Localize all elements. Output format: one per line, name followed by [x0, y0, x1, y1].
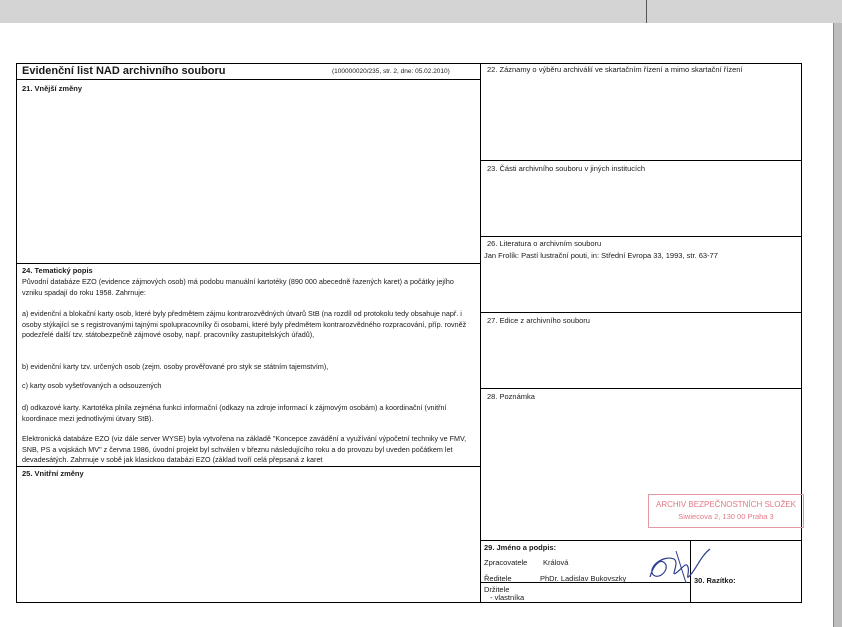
- holder-sub-label: - vlastníka: [490, 593, 525, 602]
- section-29-heading: 29. Jméno a podpis:: [484, 543, 557, 552]
- divider-23-26: [480, 236, 801, 237]
- literature-reference: Jan Frolík: Pastí lustrační pouti, in: Střední Evropa 33, 1993, str. 63-77: [484, 251, 718, 260]
- divider-27-28: [480, 388, 801, 389]
- divider-signature: [480, 540, 801, 541]
- description-item-b: b) evidenční karty tzv. určených osob (zejm. osoby prověřované pro styk se státním tajemstvím),: [22, 362, 329, 371]
- scan-artifact-line: [646, 0, 647, 23]
- divider-24-25: [17, 466, 480, 467]
- director-name: PhDr. Ladislav Bukovszky: [540, 574, 627, 583]
- section-30-heading: 30. Razítko:: [694, 576, 736, 585]
- section-24-heading: 24. Tematický popis: [22, 266, 93, 275]
- divider-22-23: [480, 160, 801, 161]
- section-22-heading: 22. Záznamy o výběru archiválií ve skartačním řízení a mimo skartační řízení: [487, 65, 743, 74]
- director-label: Ředitele: [484, 574, 512, 583]
- column-divider: [480, 63, 481, 603]
- archive-stamp: [648, 494, 804, 528]
- form-title: Evidenční list NAD archivního souboru: [22, 65, 226, 77]
- form-reference: (100000020/235, str. 2, dne: 05.02.2010): [332, 68, 450, 75]
- section-26-heading: 26. Literatura o archivním souboru: [487, 239, 602, 248]
- page-edge: [833, 23, 834, 627]
- section-28-heading: 28. Poznámka: [487, 392, 535, 401]
- divider-21-24: [17, 263, 480, 264]
- stamp-line-1: ARCHIV BEZPEČNOSTNÍCH SLOŽEK: [655, 500, 797, 509]
- section-25-heading: 25. Vnitřní změny: [22, 469, 84, 478]
- description-item-c: c) karty osob vyšetřovaných a odsouzených: [22, 381, 162, 390]
- scan-border-right: [834, 23, 842, 627]
- description-electronic: Elektronická databáze EZO (viz dále server WYSE) byla vytvořena na základě "Koncepce zavádění a využívání výpočetní techniky ve FMV, SNB, PS a vojskách MV" z června 1986, úvodní projekt byl schválen v březnu následujícího roku a do provozu byl uveden počátkem let devadesátých. Zahrnuje v sobě jak klasickou databázi EZO (základ tvoří celá přepsaná z karet: [22, 434, 467, 465]
- prepared-by-label: Zpracovatele: [484, 558, 528, 567]
- section-21-heading: 21. Vnější změny: [22, 84, 83, 93]
- director-signature: [640, 543, 720, 589]
- description-item-a: a) evidenční a blokační karty osob, které byly předmětem zájmu kontrarozvědných útvarů StB (na rozdíl od protokolu tedy obsahuje např. i osoby stýkající se s registrovanými tajnými spolupracovníky či osobami, které byly předmětem kontrarozvědného rozpracování, příp. rovněž podezřelé další tzv. státobezpečně zájmové osoby, např. pracovníky zastupitelských úřadů),: [22, 309, 467, 340]
- prepared-by-name: Králová: [543, 558, 569, 567]
- description-intro: Původní databáze EZO (evidence zájmových osob) má podobu manuální kartotéky (890 000 abecedně řazených karet) a počátky jejího vzniku spadají do roku 1958. Zahrnuje:: [22, 277, 454, 297]
- description-item-d: d) odkazové karty. Kartotéka plnila zejména funkci informační (odkazy na zdroje informací k zájmovým osobám) a koordinační (vnitřní koordinace mezi jednotlivými útvary StB).: [22, 403, 447, 423]
- holder-label: Držitele: [484, 585, 510, 594]
- stamp-line-2: Siwiecova 2, 130 00 Praha 3: [678, 512, 774, 521]
- section-23-heading: 23. Části archivního souboru v jiných institucích: [487, 164, 645, 173]
- divider-26-27: [480, 312, 801, 313]
- section-27-heading: 27. Edice z archivního souboru: [487, 316, 590, 325]
- title-divider: [17, 79, 480, 80]
- scan-border-top: [0, 0, 842, 23]
